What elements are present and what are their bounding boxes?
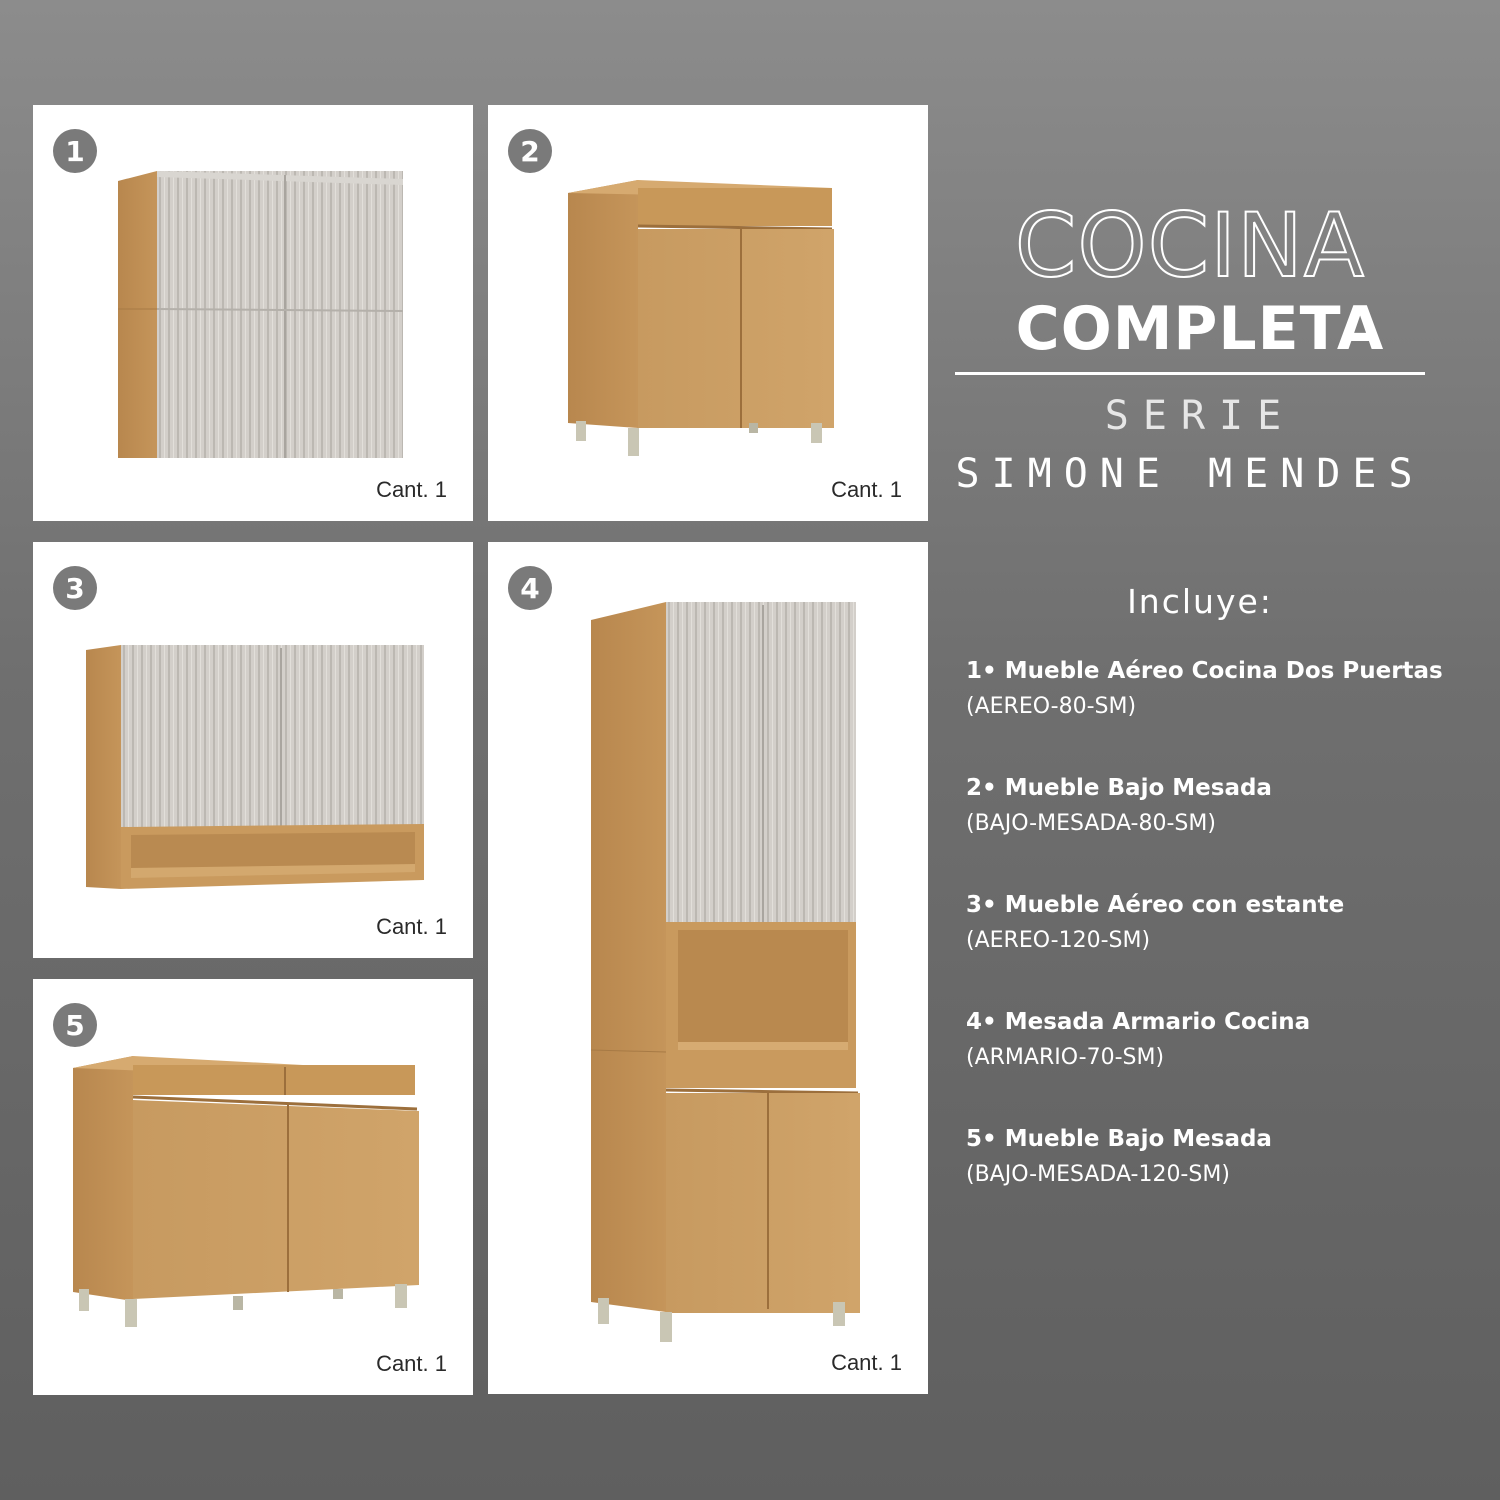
quantity-label: Cant. 1 [376, 1351, 447, 1376]
title-completa: COMPLETA [1015, 294, 1385, 364]
product-card-2 [488, 105, 928, 521]
designer-name: SIMONE MENDES [955, 451, 1425, 497]
list-item [966, 771, 1486, 888]
series-label: SERIE [1104, 393, 1296, 439]
item-name: 2• Mueble Bajo Mesada [966, 775, 1272, 801]
item-code: (AEREO-120-SM) [966, 928, 1151, 953]
item-code: (BAJO-MESADA-120-SM) [966, 1162, 1230, 1187]
title-divider [955, 372, 1425, 375]
list-item [966, 1005, 1486, 1122]
item-code: (ARMARIO-70-SM) [966, 1045, 1165, 1070]
number-badge: 2 [508, 129, 552, 173]
quantity-label: Cant. 1 [376, 914, 447, 939]
product-card-1 [33, 105, 473, 521]
included-items-list [966, 654, 1486, 1239]
number-badge: 3 [53, 566, 97, 610]
quantity-label: Cant. 1 [376, 477, 447, 502]
item-code: (AEREO-80-SM) [966, 694, 1137, 719]
quantity-label: Cant. 1 [831, 477, 902, 502]
number-badge: 5 [53, 1003, 97, 1047]
product-card-3 [33, 542, 473, 958]
product-card-5 [33, 979, 473, 1395]
title-cocina: COCINA [1014, 194, 1366, 297]
list-item [966, 888, 1486, 1005]
item-name: 3• Mueble Aéreo con estante [966, 892, 1345, 918]
number-badge: 1 [53, 129, 97, 173]
wall-cabinet-two-doors-image [33, 105, 473, 521]
base-cabinet-120-image [33, 979, 473, 1395]
list-item [966, 1122, 1486, 1239]
number-badge: 4 [508, 566, 552, 610]
item-name: 1• Mueble Aéreo Cocina Dos Puertas [966, 658, 1443, 684]
item-code: (BAJO-MESADA-80-SM) [966, 811, 1216, 836]
item-name: 4• Mesada Armario Cocina [966, 1009, 1311, 1035]
product-card-4 [488, 542, 928, 1394]
quantity-label: Cant. 1 [831, 1350, 902, 1375]
item-name: 5• Mueble Bajo Mesada [966, 1126, 1272, 1152]
wall-cabinet-with-shelf-image [33, 542, 473, 958]
list-item [966, 654, 1486, 771]
base-cabinet-80-image [488, 105, 928, 521]
tall-pantry-cabinet-image [488, 542, 928, 1394]
includes-heading: Incluye: [1127, 582, 1273, 621]
